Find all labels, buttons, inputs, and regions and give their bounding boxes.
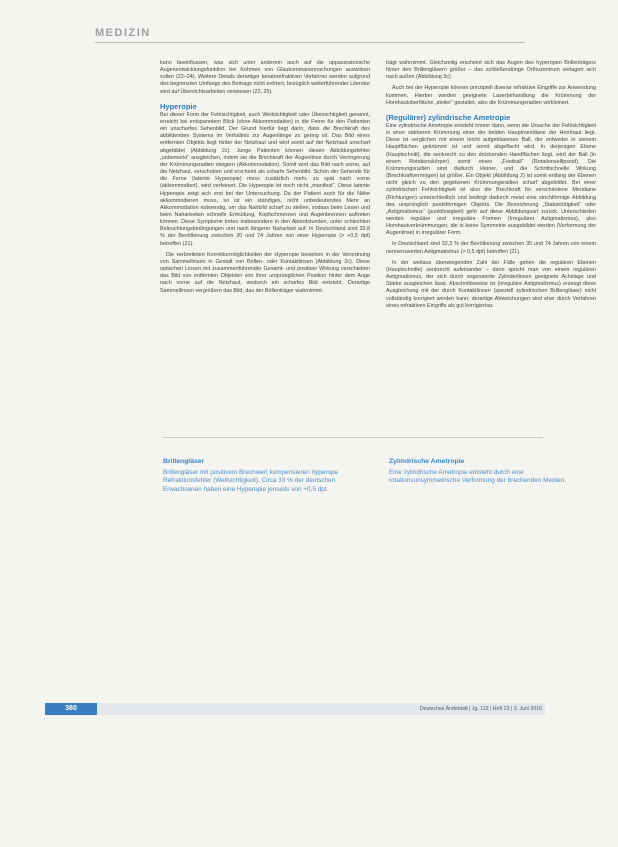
section-label: MEDIZIN: [95, 27, 151, 39]
summary-boxes-rule: [163, 437, 543, 438]
summary-box-text: Brillengläser mit positivem Brechwert kompensieren hyperope Refraktionsfehler (Weitsichtigkeit). Circa 33 % der deutschen Erwachsenen haben eine Hyperopie jenseits von +0,5 dpt.: [163, 469, 339, 493]
page-number: 380: [45, 703, 97, 715]
left-paragraph-2: Bei dieser Form der Fehlsichtigkeit, auch Weitsichtigkeit oder Übersichtigkeit genannt, erreicht bei entspanntem Blick (ohne Akkommodation) in die Ferne für den Patienten ein unscharfes Sehenbild. Der Grund hierfür liegt darin, dass die Brechkraft des abbildenden Systems im Verhältnis zur Augenlänge zu gering ist. Das Bild eines entfernten Objekts liegt hinter der Netzhaut und wird somit auf der Netzhaut unscharf abgebildet (Abbildung 2c). Junge Patienten können diesen Abbildungsfehler „unbemerkt“ ausgleichen, indem sie die Brechkraft der Augenlinse durch Verringerung der Krümmungsradien steigern (Akkommodation). Somit wird das Bild nach vorne, auf die Netzhaut, verschoben und erscheint als scharfe Sehenbild. Schon der Sehende für die Ferne (latente Hyperopie) muss zusätzlich mehr, zu spät nach vorne (akkommodiert), wird verfeinert. Die Hyperopie ist noch nicht „manifest“. Diese latente Hyperopie zeigt sich erst bei der Untersuchung. Da der Patient auch für die Nähe akkommodieren muss, so ist ein ständiges, nicht unbedeutendes Mehr an Akkommodation notwendig, um das Nahbild scharf zu stellen, sodass beim Lesen und beim Naharbeiten schnelle Ermüdung, Kopfschmerzen und Augenbrennen auftreten können. Diese Symptome treten insbesondere in den Abendstunden, unter schlechten Beleuchtungsbedingungen und nach längerer Naharbeit auf. In Deutschland sind 33,8 % der Bevölkerung zwischen 20 und 74 Jahren von einer Hyperopie (> +0,5 dpt) betroffen (21).: [160, 111, 370, 247]
right-paragraph-4: In Deutschland sind 32,3 % der Bevölkerung zwischen 35 und 74 Jahren von einem nennenswerten Astigmatismus (> 0,5 dpt) betroffen (21).: [386, 241, 596, 255]
right-paragraph-2: Auch bei der Hyperopie können prinzipiell diverse refraktive Eingriffe zur Anwendung kommen. Hierbei werden geeignete Laserbehandlung die Krümmung der Hornhautoberfläche „steiler“ gestaltet, also die Krümmungsradien verkleinert.: [386, 85, 596, 106]
summary-box-title: Zylindrische Ametropie: [389, 458, 465, 465]
summary-box-text: Eine zylindrische Ametropie entsteht durch eine rotationsunsymmetrische Verformung der brechenden Medien.: [389, 469, 566, 485]
right-text-column: [386, 60, 596, 314]
heading-hyperopie: Hyperopie: [160, 101, 197, 111]
footer-citation: Deutsches Ärzteblatt | Jg. 113 | Heft 22 | 3. Juni 2016: [419, 706, 542, 712]
summary-box-brillenglaeser: [163, 458, 368, 494]
right-paragraph-3: Eine zylindrische Ametropie entsteht immer dann, wenn die Ursache der Fehlsichtigkeit in einer stärkeren Krümmung einer der beiden Hauptmeridiane der Hornhaut liegt. Diese ist verglichen mit einem leicht aufgeblasenen Ball, der entweder in seinem Hauptflächen gekrümmt ist und somit abgeflacht wird. In derjenigen Ebene (Hauptschnitt), die senkrecht zu den drückenden Handflächen liegt, wird der Ball (in einem Rotationskörper) somit einen „Football“ (Rotationsellipsoid). Die Krümmungsradien sind dadurch kleiner, und die Schrittschnelle Wirkung (Brechkraftvermögen) ist größer. Ein Objekt (Abbildung 2) ist somit entlang der Ebenen nicht gleich zu den gegebenen Krümmungsradien scharf abgebildet. Bei einer zylindrischen Fehlsichtigkeit ist also die Brechkraft für verschiedene Meridiane (Richtungen) unterschiedlich und bedingt dadurch meist eine strichförmige Abbildung des ursprünglich punktförmigen Objekts. Die Bezeichnung „Stabsichtigkeit“ oder „Astigmatismus“ (punktlosigkeit) geht auf diese Abbildungsart zurück. Unterschieden werden reguläre und irreguläre Formen (Irregulärer Astigmatismus), also Hornhautverkrümmungen, die in keine Symmetrie ausgebildet werden (Verformung der Augenlinse) in irregulärer Form.: [386, 122, 596, 237]
header-rule: [95, 42, 525, 43]
left-paragraph-1: kann beeinflussen, was sich unter anderem auch auf die uppassratorische Augenentwicklungsfunktion bei Kohmen von Glaukommanennachungen auswirken sollen (22–24). Weitere Details derartiger keratorefraktiven Verfahren werden aufgrund des begrenzten Umfangs des Beitrags nicht erörtert, bezüglich weiterführender Literatur wird auf Übersichtsarbeiten verwiesen (23, 25).: [160, 60, 370, 95]
summary-box-title: Brillengläser: [163, 458, 205, 465]
summary-box-zylindrische-ametropie: [389, 458, 594, 486]
left-paragraph-3: Die verbreiteten Korrekturmöglichkeiten der Hyperopie bestehen in der Verordnung von Sammellinsen in Gestalt von Brillen- oder Kontaktlinsen (Abbildung 2c). Diese optischen Linsen mit zusammenführender Gesamt- und positiver Wirkung verschieben das Bild von entfernten Objekten von ihrer ursprünglichen Position hinter dem Auge nach vorne auf die Netzhaut, wodurch ein scharfes Bild entsteht. Derartige Sammellinsen vergrößern das Bild, das der Brillenträger wahrnimmt.: [160, 251, 370, 294]
right-paragraph-5: In der weitaus überwiegenden Zahl der Fälle gehen die regulären Ebenen (Hauptschnitte) senkrecht aufeinander – dann spricht man von einem regulären Astigmatismus, der sich durch sogenannte Zylinderlinsen geeignete Achslage und Stärke ausgleichen lässt. Abschnittsweise ist (irreguläre Astigmatismus) erzeugt diese Ausgleichung mit der durch Kontaktlinsen (speziell zylindrischen Brillengläser) nicht vollständig korrigiert werden kann; derartige Abweichungen sind eher durch Verfahren eines refraktiven Eingriffs als gut korrigierbar.: [386, 259, 596, 309]
heading-zylindrische-ametropie: (Regulärer) zylindrische Ametropie: [386, 112, 511, 122]
left-text-column: [160, 60, 370, 299]
right-paragraph-1: trägt wahrnimmt. Gleichzeitig erscheint sich das Augen des hyperopen Brillenträgers hinter den Brillengläsern größer – das schließendünge Orthozentrum verlagert sich nach außen (Abbildung 3c).: [386, 60, 596, 81]
